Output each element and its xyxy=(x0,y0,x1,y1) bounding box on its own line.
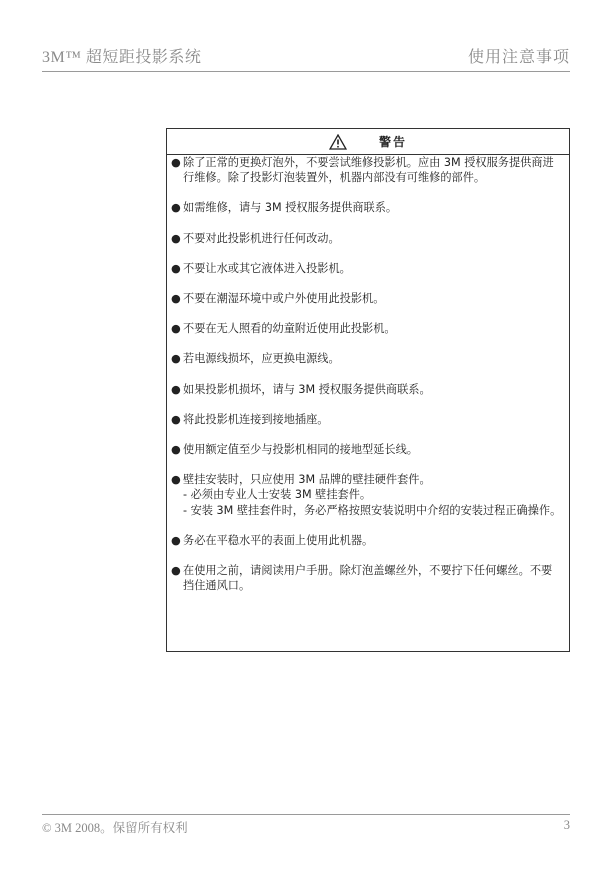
copyright: © 3M 2008。保留所有权利 xyxy=(42,821,188,835)
section-title: 使用注意事项 xyxy=(467,47,570,66)
bullet-icon: ● xyxy=(171,292,181,306)
warning-item: ● 除了正常的更换灯泡外，不要尝试维修投影机。应由 3M 授权服务提供商进行维修。除了投影灯泡装置外，机器内部没有可维修的部件。 xyxy=(171,156,554,185)
warning-item: ● 不要在无人照看的幼童附近使用此投影机。 xyxy=(171,322,396,336)
bullet-icon: ● xyxy=(171,201,181,215)
warning-item: ● 不要在潮湿环境中或户外使用此投影机。 xyxy=(171,292,385,306)
warning-item: ● 不要对此投影机进行任何改动。 xyxy=(171,231,340,245)
bullet-icon: ● xyxy=(171,382,181,396)
warning-item-wall-mount: ● 壁挂安装时，只应使用 3M 品牌的壁挂硬件套件。 xyxy=(171,473,431,487)
page-number: 3 xyxy=(563,818,570,832)
warning-item: ● 如需维修，请与 3M 授权服务提供商联系。 xyxy=(171,201,398,215)
bullet-icon: ● xyxy=(171,156,181,169)
bullet-icon: ● xyxy=(171,352,181,366)
warning-list xyxy=(167,155,569,593)
warning-item: ● 将此投影机连接到接地插座。 xyxy=(171,412,329,426)
bullet-icon: ● xyxy=(171,533,181,547)
warning-item: ● 使用额定值至少与投影机相同的接地型延长线。 xyxy=(171,443,418,457)
warning-item: ● 务必在平稳水平的表面上使用此机器。 xyxy=(171,533,374,547)
footer-divider xyxy=(42,814,570,815)
warning-title: 警告 xyxy=(378,135,407,149)
bullet-icon: ● xyxy=(171,443,181,457)
bullet-icon: ● xyxy=(171,412,181,426)
warning-header xyxy=(167,129,569,155)
bullet-icon: ● xyxy=(171,564,181,578)
warning-triangle-icon xyxy=(329,134,347,150)
header-divider xyxy=(42,71,570,72)
document-title: 3M™ 超短距投影系统 xyxy=(42,49,202,66)
warning-item: ● 不要让水或其它液体进入投影机。 xyxy=(171,261,351,275)
bullet-icon: ● xyxy=(171,322,181,336)
warning-box xyxy=(166,128,570,652)
warning-item: ● 在使用之前，请阅读用户手册。除灯泡盖螺丝外，不要拧下任何螺丝。不要挡住通风口。 xyxy=(171,564,553,593)
warning-subitem: - 必须由专业人士安装 3M 壁挂套件。 xyxy=(183,488,372,502)
bullet-icon: ● xyxy=(171,473,181,487)
bullet-icon: ● xyxy=(171,231,181,245)
warning-item: ● 如果投影机损坏，请与 3M 授权服务提供商联系。 xyxy=(171,382,431,396)
warning-item: ● 若电源线损坏，应更换电源线。 xyxy=(171,352,340,366)
bullet-icon: ● xyxy=(171,261,181,275)
warning-subitem: - 安装 3M 壁挂套件时，务必严格按照安装说明中介绍的安装过程正确操作。 xyxy=(183,503,562,517)
